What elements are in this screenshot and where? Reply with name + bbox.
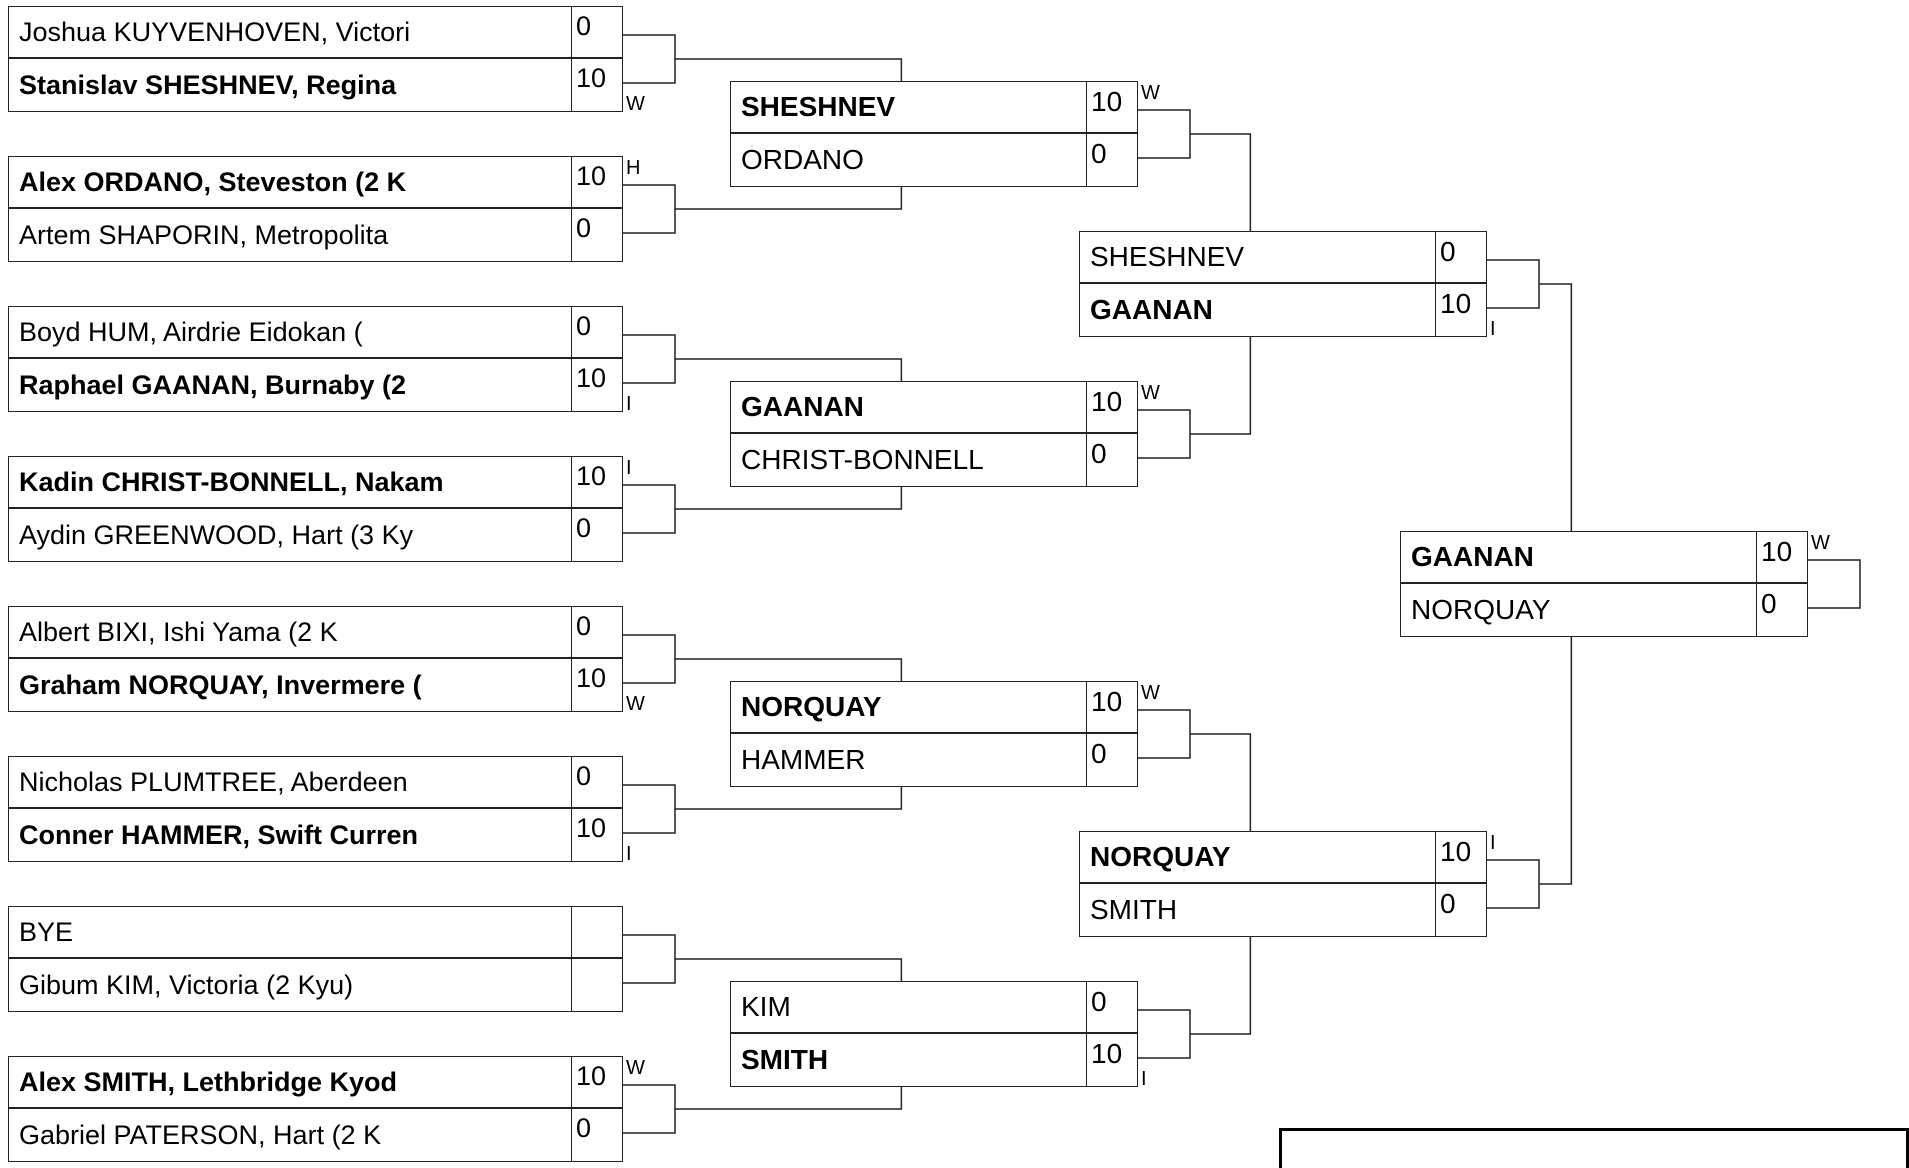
competitor-row [8,306,623,359]
competitor-score [1086,434,1138,487]
competitor-score-text: 10 [1440,288,1472,319]
competitor-name [8,6,572,59]
competitor-score [1086,381,1138,434]
match-connector-box [1138,1010,1190,1058]
competitor-row [8,6,623,59]
competitor-row [8,606,623,659]
win-type-flag: W [626,93,645,115]
competitor-score-text: 0 [1091,138,1107,169]
competitor-score-text: 10 [576,813,607,843]
competitor-row [8,809,623,862]
win-type-flag: W [1141,382,1160,404]
competitor-row [8,906,623,959]
competitor-name [8,1056,572,1109]
competitor-score-text: 0 [1091,438,1107,469]
win-type-flag: W [1141,682,1160,704]
competitor-name-text: SMITH [741,1044,829,1075]
competitor-score [1086,981,1138,1034]
competitor-score [1435,284,1487,337]
competitor-score-text: 0 [576,611,592,641]
competitor-name-text: GAANAN [1411,541,1534,572]
competitor-name-text: SHESHNEV [1090,241,1245,272]
competitor-name-text: GAANAN [741,391,864,422]
competitor-name [1079,284,1436,337]
competitor-row [8,59,623,112]
competitor-name-text: Nicholas PLUMTREE, Aberdeen [19,766,408,797]
competitor-score [571,59,623,112]
competitor-name-text: BYE [19,916,74,947]
competitor-score [1756,584,1808,637]
competitor-row [1079,231,1487,284]
competitor-score [1086,134,1138,187]
round1-match-7 [8,906,623,1012]
competitor-name-text: Artem SHAPORIN, Metropolita [19,219,389,250]
competitor-score [1086,81,1138,134]
competitor-name-text: HAMMER [741,744,866,775]
competitor-name [730,81,1087,134]
match-connector-box [1138,410,1190,458]
competitor-score-text: 10 [576,461,607,491]
competitor-score [571,6,623,59]
competitor-score-text: 0 [1440,888,1456,919]
round1-match-8 [8,1056,623,1162]
competitor-name [8,1109,572,1162]
competitor-row [730,381,1138,434]
advance-line [675,1087,901,1109]
competitor-name-text: Gabriel PATERSON, Hart (2 K [19,1119,382,1150]
match-connector-box [623,1085,675,1133]
advance-line [675,187,901,209]
advance-line [1539,637,1571,884]
advance-line [675,359,901,381]
competitor-row [730,981,1138,1034]
round2-match-3 [730,681,1138,787]
competitor-name-text: ORDANO [741,144,864,175]
competitor-row [730,734,1138,787]
win-type-flag: W [626,1057,645,1079]
competitor-name-text: GAANAN [1090,294,1213,325]
competitor-score [571,1056,623,1109]
win-type-flag: I [626,843,632,865]
competitor-score [571,906,623,959]
competitor-score-text: 10 [1091,386,1123,417]
competitor-name [730,1034,1087,1087]
competitor-name-text: NORQUAY [1090,841,1231,872]
advance-line [1190,134,1250,231]
competitor-score [1435,884,1487,937]
competitor-row [8,756,623,809]
match-connector-box [1808,560,1860,608]
competitor-score [571,1109,623,1162]
round3-match-1 [1079,231,1487,337]
match-connector-box [623,635,675,683]
competitor-name-text: CHRIST-BONNELL [741,444,984,475]
competitor-name [730,134,1087,187]
round2-match-4 [730,981,1138,1087]
competitor-score [571,756,623,809]
competitor-score [571,509,623,562]
competitor-score [1086,681,1138,734]
competitor-score-text: 0 [576,761,592,791]
competitor-row [730,1034,1138,1087]
competitor-name-text: Alex ORDANO, Steveston (2 K [19,166,407,197]
competitor-name [1079,884,1436,937]
competitor-score-text: 10 [1440,836,1472,867]
competitor-name [1079,231,1436,284]
advance-line [675,487,901,509]
competitor-row [730,134,1138,187]
match-connector-box [623,785,675,833]
competitor-name-text: NORQUAY [741,691,882,722]
competitor-row [730,681,1138,734]
advance-line [1539,284,1571,531]
competitor-name-text: SHESHNEV [741,91,896,122]
competitor-score [571,359,623,412]
competitor-name [8,906,572,959]
match-connector-box [1487,860,1539,908]
competitor-name [730,381,1087,434]
competitor-name [8,156,572,209]
competitor-name [730,981,1087,1034]
competitor-name [8,756,572,809]
win-type-flag: W [1811,532,1830,554]
competitor-name-text: Boyd HUM, Airdrie Eidokan ( [19,316,363,347]
advance-line [675,959,901,981]
competitor-row [8,1056,623,1109]
competitor-name [730,681,1087,734]
competitor-name-text: Joshua KUYVENHOVEN, Victori [19,16,411,47]
competitor-row [1400,531,1808,584]
competitor-score-text: 0 [1091,986,1107,1017]
competitor-score-text: 10 [576,363,607,393]
competitor-row [730,434,1138,487]
competitor-name [1400,531,1757,584]
match-connector-box [623,185,675,233]
competitor-score [571,809,623,862]
competitor-name [8,959,572,1012]
competitor-score [571,659,623,712]
match-connector-box [623,335,675,383]
competitor-name-text: Alex SMITH, Lethbridge Kyod [19,1066,398,1097]
match-connector-box [1487,260,1539,308]
competitor-score-text: 0 [1091,738,1107,769]
round1-match-1 [8,6,623,112]
round1-match-4 [8,456,623,562]
competitor-name [8,606,572,659]
advance-line [675,59,901,81]
competitor-row [8,456,623,509]
competitor-name [8,509,572,562]
advance-line [675,787,901,809]
competitor-row [1079,831,1487,884]
round1-match-5 [8,606,623,712]
competitor-row [1400,584,1808,637]
competitor-score-text: 10 [1761,536,1793,567]
competitor-row [8,509,623,562]
competitor-score-text: 10 [1091,686,1123,717]
competitor-score [1086,1034,1138,1087]
competitor-score [1435,231,1487,284]
competitor-score [571,156,623,209]
win-type-flag: I [1490,832,1496,854]
competitor-name [8,306,572,359]
competitor-score [571,456,623,509]
competitor-row [8,659,623,712]
competitor-score-text: 0 [576,1113,592,1143]
competitor-score [1086,734,1138,787]
competitor-name-text: Raphael GAANAN, Burnaby (2 [19,369,407,400]
round2-match-2 [730,381,1138,487]
competitor-score-text: 0 [576,513,592,543]
competitor-score-text: 10 [576,663,607,693]
advance-line [1190,734,1250,831]
competitor-row [8,209,623,262]
competitor-score-text: 10 [576,161,607,191]
win-type-flag: W [626,693,645,715]
competitor-row [1079,884,1487,937]
win-type-flag: I [626,393,632,415]
competitor-name-text: KIM [741,991,791,1022]
competitor-row [8,1109,623,1162]
competitor-name [8,809,572,862]
competitor-row [8,959,623,1012]
competitor-score-text: 0 [576,11,592,41]
win-type-flag: I [626,457,632,479]
round1-match-3 [8,306,623,412]
round2-match-1 [730,81,1138,187]
final-match-1 [1400,531,1808,637]
competitor-score-text: 10 [1091,1038,1123,1069]
competitor-name [8,59,572,112]
competitor-name-text: Aydin GREENWOOD, Hart (3 Ky [19,519,414,550]
competitor-name [8,659,572,712]
competitor-name [730,434,1087,487]
round3-match-2 [1079,831,1487,937]
advance-line [675,659,901,681]
match-connector-box [623,935,675,983]
competitor-name-text: Gibum KIM, Victoria (2 Kyu) [19,969,354,1000]
results-table [1279,1128,1909,1168]
competitor-name [8,456,572,509]
competitor-score-text: 0 [576,311,592,341]
competitor-score [571,306,623,359]
competitor-row [8,359,623,412]
competitor-name-text: Albert BIXI, Ishi Yama (2 K [19,616,338,647]
competitor-score [571,606,623,659]
competitor-score [1756,531,1808,584]
competitor-score-text: 10 [576,1061,607,1091]
competitor-score [571,959,623,1012]
competitor-score-text: 0 [1440,236,1456,267]
win-type-flag: W [1141,82,1160,104]
match-connector-box [623,485,675,533]
competitor-name [8,209,572,262]
win-type-flag: H [626,157,641,179]
competitor-name-text: SMITH [1090,894,1178,925]
competitor-name-text: Stanislav SHESHNEV, Regina [19,69,397,100]
advance-line [1190,337,1250,434]
round1-match-6 [8,756,623,862]
match-connector-box [623,35,675,83]
win-type-flag: I [1490,318,1496,340]
competitor-row [730,81,1138,134]
competitor-name [1079,831,1436,884]
competitor-row [8,156,623,209]
match-connector-box [1138,110,1190,158]
competitor-score-text: 10 [1091,86,1123,117]
match-connector-box [1138,710,1190,758]
competitor-row [1079,284,1487,337]
competitor-score [1435,831,1487,884]
competitor-score-text: 0 [576,213,592,243]
competitor-score-text: 10 [576,63,607,93]
competitor-name-text: NORQUAY [1411,594,1551,625]
competitor-score-text: 0 [1761,588,1777,619]
competitor-name [730,734,1087,787]
advance-line [1190,937,1250,1034]
competitor-score [571,209,623,262]
competitor-name-text: Graham NORQUAY, Invermere ( [19,669,422,700]
competitor-name-text: Kadin CHRIST-BONNELL, Nakam [19,466,444,497]
round1-match-2 [8,156,623,262]
competitor-name [1400,584,1757,637]
competitor-name [8,359,572,412]
win-type-flag: I [1141,1068,1147,1090]
competitor-name-text: Conner HAMMER, Swift Curren [19,819,419,850]
